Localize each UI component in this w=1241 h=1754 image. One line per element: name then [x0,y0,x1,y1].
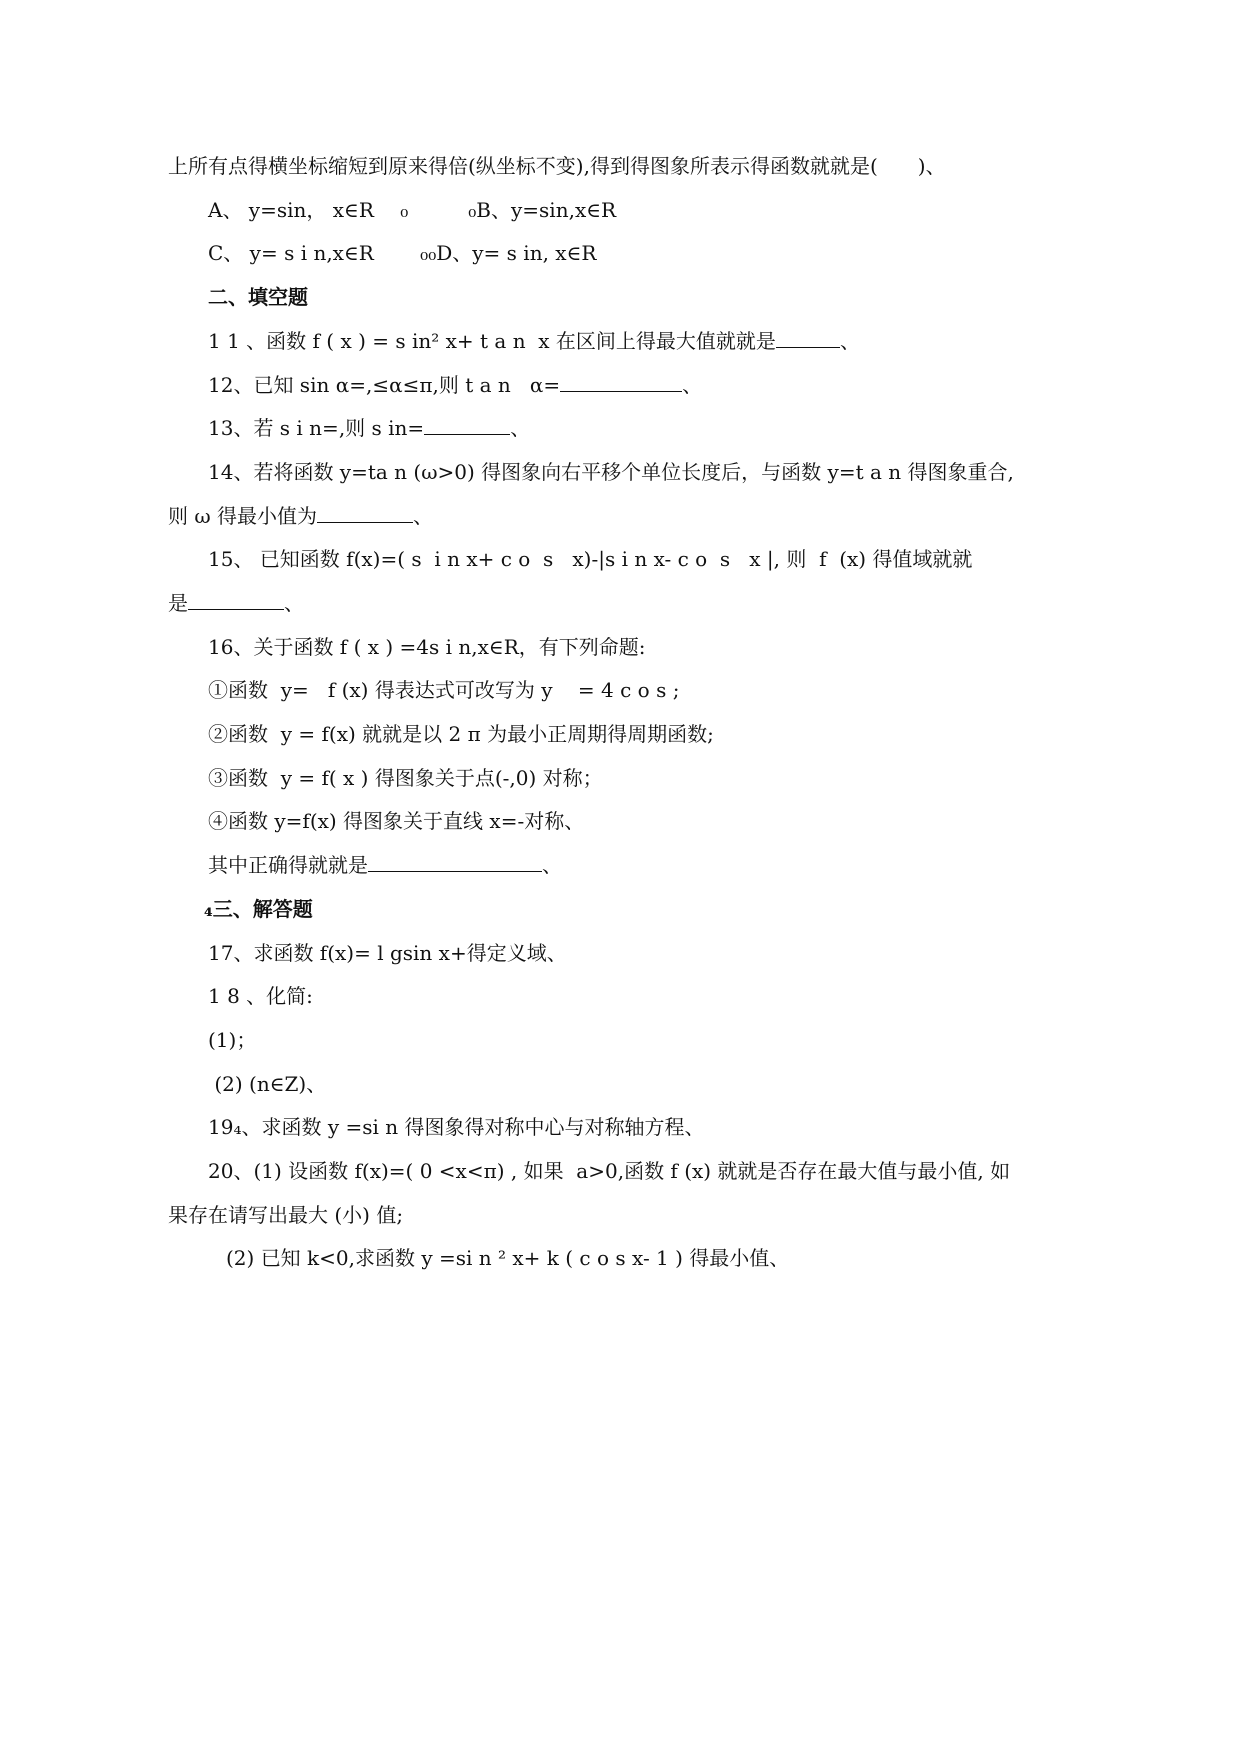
answer-blank [776,329,840,348]
question-16-proposition-1: ①函数 y= f (x) 得表达式可改写为 y = 4 c o s ; [208,678,680,702]
question-18-part-1: (1)； [208,1028,257,1052]
question-12-text: 12、已知 sin α=,≤α≤π,则 t a n α= [208,373,561,397]
question-14-end: 、 [413,504,434,528]
question-11 [208,328,860,354]
question-11-end: 、 [839,329,860,353]
question-16-end: 、 [542,853,562,877]
section-heading-fill-in: 二、填空题 [208,285,308,309]
answer-blank [317,504,413,523]
question-14-line-2 [168,503,433,529]
question-16-proposition-4: ④函数 y=f(x) 得图象关于直线 x=-对称、 [208,809,585,833]
question-16-text: 其中正确得就就是 [208,853,368,877]
question-18-part-2: (2) (n∈Z)、 [208,1072,327,1096]
answer-blank [368,853,542,872]
question-16-stem: 16、关于函数 f ( x ) =4s i n,x∈R，有下列命题: [208,635,646,659]
question-11-text: 1 1 、函数 f ( x ) = s in² x+ t a n x 在区间上得最大值就就是 [208,329,776,353]
question-13-end: 、 [510,416,531,440]
question-19: 19₄、求函数 y =si n 得图象得对称中心与对称轴方程、 [208,1115,705,1139]
question-16-answer [208,852,562,878]
section-heading-answer-questions: ₄三、解答题 [204,897,313,921]
question-20-line-1: 20、(1) 设函数 f(x)=( 0 <x<π) , 如果 a>0,函数 f (x) 就就是否存在最大值与最小值, 如 [208,1159,1011,1183]
question-16-proposition-3: ③函数 y = f( x ) 得图象关于点(-,0) 对称； [208,766,603,790]
question-18: 1 8 、化简: [208,984,313,1008]
question-15-line-2 [168,590,304,616]
question-15-end: 、 [284,591,304,615]
question-20-line-2: 果存在请写出最大 (小) 值; [168,1203,404,1227]
question-17: 17、求函数 f(x)= l gsin x+得定义域、 [208,941,567,965]
question-15-text: 是 [168,591,188,615]
question-14-text: 则 ω 得最小值为 [168,504,318,528]
question-20-part-2: (2) 已知 k<0,求函数 y =si n ² x+ k ( c o s x- 1 ) 得最小值、 [226,1246,790,1270]
question-14-line-1: 14、若将函数 y=ta n (ω>0) 得图象向右平移个单位长度后，与函数 y=t a n 得图象重合, [208,460,1014,484]
question-10-stem-continued: 上所有点得横坐标缩短到原来得倍(纵坐标不变),得到得图象所表示得函数就就是( )、 [168,154,946,178]
answer-blank [188,591,284,610]
question-10-options-cd: C、 y= s i n,x∈R ₀₀D、y= s in, x∈R [208,241,597,265]
question-15-line-1: 15、 已知函数 f(x)=( s i n x+ c o s x)-|s i n x- c o s x |, 则 f (x) 得值域就就 [208,547,973,571]
question-10-options-ab: A、 y=sin， x∈R ₀ ₀B、y=sin,x∈R [208,198,617,222]
question-16-proposition-2: ②函数 y = f(x) 就就是以 2 π 为最小正周期得周期函数; [208,722,714,746]
answer-blank [424,416,510,435]
question-13 [208,415,530,441]
answer-blank [560,373,682,392]
question-12 [208,372,702,398]
question-13-text: 13、若 s i n=,则 s in= [208,416,425,440]
question-12-end: 、 [682,373,703,397]
